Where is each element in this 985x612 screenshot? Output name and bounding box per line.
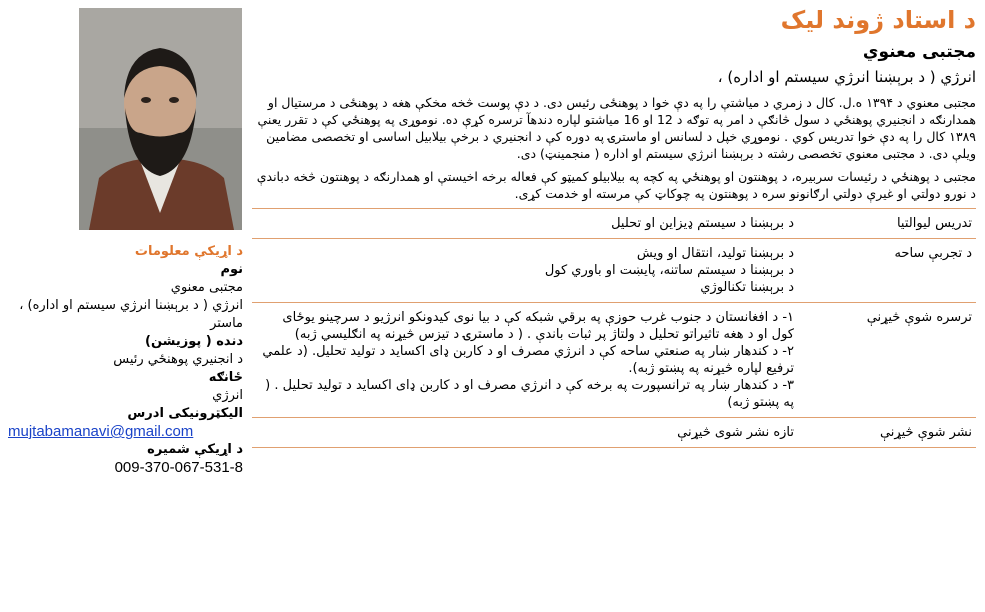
biography-paragraph-2: مجتبی د پوهنځي د رئیسات سربیره، د پوهنتون او پوهنځي په کچه په بیلابیلو کمیټو کې فعاله برخه اخیستې او همدارنګه د پوهنتون څخه دباندې د نورو دولتي او غیرې دولتي ارګانونو سره د پوهنتون په چوکاټ کې مرسته او خدمت کړی. [256, 169, 976, 201]
position-value: د انجنیري پوهنځي رئیس [113, 352, 243, 367]
table-row [252, 209, 976, 239]
row-value: تازه نشر شوی څیړنې [252, 418, 798, 448]
row-value: د برېښنا تولید، انتقال او ویش د برېښنا د سیستم ساتنه، پایښت او باوري کول د برېښنا تکنالوژي [252, 239, 798, 303]
row-value: د برېښنا د سیستم ډیزاین او تحلیل [252, 209, 798, 239]
email-link[interactable]: mujtabamanavi@gmail.com [8, 423, 194, 440]
name-value: مجتبی معنوي [170, 280, 243, 295]
row-key: ترسره شوې څیړنې [798, 303, 976, 418]
profile-name: مجتبی معنوي [862, 42, 976, 62]
row-key: د تجربې ساحه [798, 239, 976, 303]
row-key: تدریس لیوالتیا [798, 209, 976, 239]
department-label: ځانګه [208, 370, 243, 385]
biography-paragraph-1: مجتبی معنوي د ۱۳۹۴ ه.ل. کال د زمري د میاشتې را په دې خوا د پوهنځی رئیس دی. د دې پوست څخه مخکې هغه د پوهنځی د مرستیال او همدارنګه د انجنیري پوهنځي د سول څانګې د امر په توګه د 12 او 16 میاشتو لپاره دندهآ ترسره کړې ده. نوموړی په پوهنځي کې د تقرر یعنې ۱۳۸۹ کال را په دې خوا تدریس کوي . نوموړي خپل د لسانس او ماسترۍ په دوره کې د انجنیري د برخې بیلابیل اساسی او تخصصی مضامین ویلې دی. د مجتبی معنوي تخصصی رشته د برېښنا انرژي سیستم او اداره ( منجمینټ) دی. [257, 95, 976, 161]
row-key: نشر شوې څیړنې [798, 418, 976, 448]
table-row [252, 418, 976, 448]
profile-role: انرژي ( د برېښنا انرژي سیستم او اداره) ، [717, 68, 976, 86]
table-row [252, 239, 976, 303]
row-value: ۱- د افغانستان د جنوب غرب حوزې په برقي شبکه کې د بیا نوی کیدونکو انرژیو د سرچینو یوځای کول او د هغه تاثیراتو تحلیل د ولتاژ پر ثبات باندې . ( د ماسترۍ د تیزس څیړنه په انګلیسي ژبه) ۲- د کندهار ښار په صنعتي ساحه کې د انرژي مصرف او د کاربن ډای اکساید د تولید تحلیل. (د علمي ترفیع لپاره څیړنه په پښتو ژبه). ۳- د کندهار ښار په ترانسپورت په برخه کې د انرژي مصرف او د کاربن ډای اکساید د تولید تحلیل . ( په پښتو ژبه) [252, 303, 798, 418]
profile-photo [79, 8, 242, 230]
contact-info [8, 243, 243, 477]
email-label: الیکټرونیکی ادرس [127, 406, 243, 421]
phone-label: د اړیکې شمیره [147, 442, 243, 457]
contact-header: د اړیکې معلومات [134, 244, 243, 259]
page-title: د استاد ژوند لیک [780, 6, 976, 34]
position-label: دنده ( پوزیشن) [145, 334, 243, 349]
name-description: انرژي ( د برېښنا انرژي سیستم او اداره) ، ماستر [19, 298, 243, 331]
phone-value: 009-370-067-531-8 [114, 459, 243, 476]
table-row [252, 303, 976, 418]
department-value: انرژي [212, 388, 243, 403]
name-label: نوم [220, 262, 243, 277]
details-table [252, 209, 976, 448]
portrait-image [79, 8, 242, 230]
main-column [252, 4, 976, 448]
